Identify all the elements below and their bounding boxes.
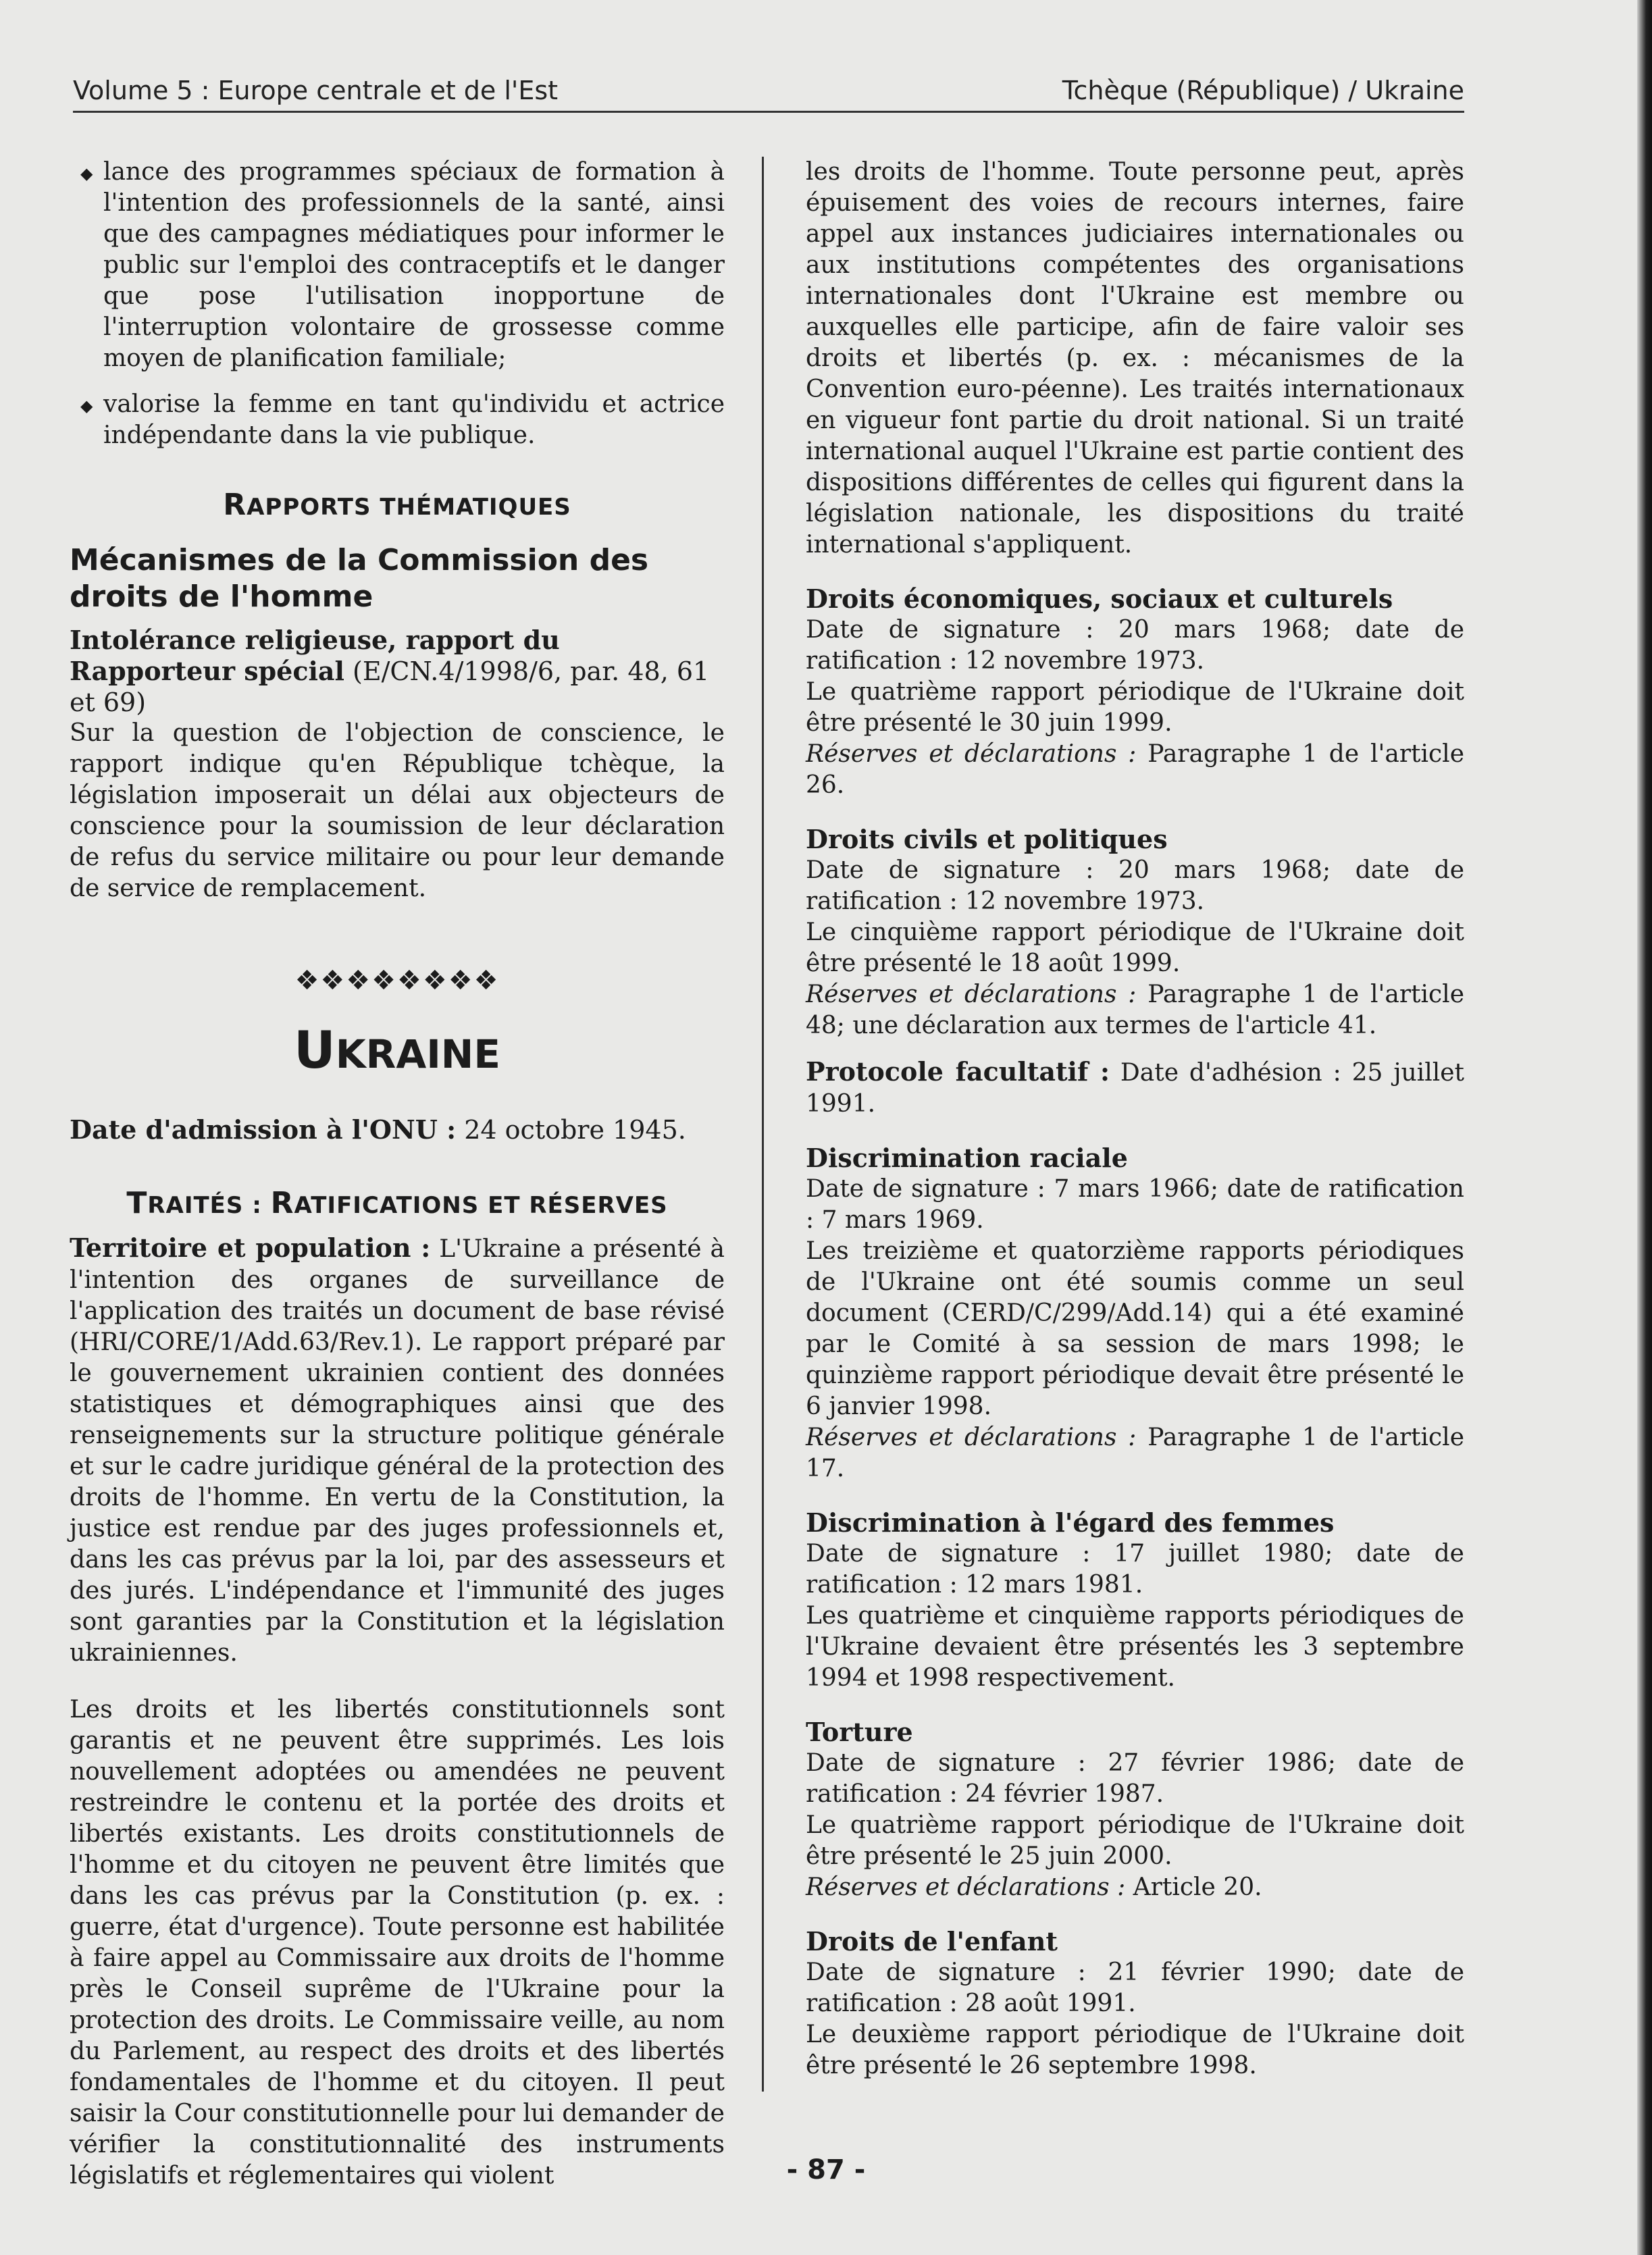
reserves-label: Réserves et déclarations :: [806, 1873, 1126, 1901]
header-country: Tchèque (République) / Ukraine: [1062, 76, 1464, 105]
list-item: [70, 389, 725, 451]
treaty-title-cedaw: Discrimination à l'égard des femmes: [806, 1507, 1335, 1538]
treaty-title-ccpr: Droits civils et politiques: [806, 824, 1168, 854]
treaty-title-crc: Droits de l'enfant: [806, 1926, 1058, 1956]
treaty-reserves: [806, 739, 1464, 801]
territory-label: Territoire et population :: [70, 1233, 431, 1263]
subheading-commission: Mécanismes de la Commission des droits de l'homme: [70, 543, 649, 614]
territory-text: L'Ukraine a présenté à l'intention des organes de surveillance de l'application des traités un document de base révisé (HRI/CORE/1/Add.63/Rev.1). Le rapport préparé par le gouvernement ukrainien contient des données statistiques et démographiques ainsi que des renseignements sur la structure politique générale et sur le cadre juridique général de la protection des droits de l'homme. En vertu de la Constitution, la justice est rendue par des juges professionnels et, dans les cas prévus par la loi, par des assesseurs et des jurés. L'indépendance et l'immunité des juges sont garanties par la Constitution et la législation ukrainiennes.: [70, 1235, 725, 1667]
left-column: [70, 157, 725, 2192]
page-number: - 87 -: [786, 2154, 866, 2185]
treaty-report: Le cinquième rapport périodique de l'Ukraine doit être présenté le 18 août 1999.: [806, 918, 1464, 977]
heading-rest: RAITÉS :: [147, 1192, 271, 1219]
territory-paragraph: [70, 1233, 725, 1669]
protocol-line: [806, 1056, 1464, 1120]
rights-paragraph: Les droits et les libertés constitutionnels sont garantis et ne peuvent être supprimés. Les lois nouvellement adoptées ou amendées ne peuvent restreindre le contenu et la portée des droits et libertés existants. Les droits constitutionnels de l'homme et du citoyen ne peuvent être limités que dans les cas prévus par la Constitution (p. ex. : guerre, état d'urgence). Toute personne est habilitée à faire appel au Commissaire aux droits de l'homme près le Conseil suprême de l'Ukraine pour la protection des droits. Le Commissaire veille, au nom du Parlement, au respect des droits et des libertés fondamentales de l'homme et du citoyen. Il peut saisir la Cour constitutionnelle pour lui demander de vérifier la constitutionnalité des instruments législatifs et réglementaires qui violent: [70, 1696, 725, 2189]
heading-rest: ATIFICATIONS ET RÉSERVES: [294, 1192, 668, 1219]
bullet-text: lance des programmes spéciaux de formation à l'intention des professionnels de la santé, ainsi que des campagnes médiatiques pour informer le public sur l'emploi des contraceptifs et le danger que pose l'utilisation inopportune de l'interruption volontaire de grossesse comme moyen de planification familiale;: [103, 158, 725, 372]
treaty-dates: Date de signature : 7 mars 1966; date de ratification : 7 mars 1969.: [806, 1175, 1464, 1234]
admission-value: 24 octobre 1945.: [456, 1115, 686, 1145]
continued-paragraph: les droits de l'homme. Toute personne peut, après épuisement des voies de recours internes, faire appel aux instances judiciaires internationales ou aux institutions compétentes des organisations internationales dont l'Ukraine est membre ou auxquelles elle participe, afin de faire valoir ses droits et libertés (p. ex. : mécanismes de la Convention euro-péenne). Les traités internationaux en vigueur font partie du droit national. Si un traité international auquel l'Ukraine est partie contient des dispositions différentes de celles qui figurent dans la législation nationale, les dispositions du traité international s'appliquent.: [806, 158, 1464, 559]
column-divider: [762, 157, 764, 2092]
treaty-title-cat: Torture: [806, 1717, 913, 1747]
protocol-label: Protocole facultatif :: [806, 1056, 1110, 1087]
treaty-dates: Date de signature : 20 mars 1968; date de ratification : 12 novembre 1973.: [806, 856, 1464, 915]
treaty-reserves: [806, 1872, 1464, 1903]
report-reference: (E/CN.4/1998/6, par. 48, 61 et 69): [70, 656, 710, 717]
reserves-text: Paragraphe 1 de l'article 17.: [806, 1424, 1464, 1482]
bullet-text: valorise la femme en tant qu'individu et actrice indépendante dans la vie publique.: [103, 390, 725, 449]
reserves-text: Paragraphe 1 de l'article 26.: [806, 740, 1464, 799]
running-header: [73, 76, 1464, 113]
list-item: [70, 157, 725, 374]
treaty-dates: Date de signature : 27 février 1986; date de ratification : 24 février 1987.: [806, 1749, 1464, 1808]
treaty-report: Les treizième et quatorzième rapports périodiques de l'Ukraine ont été soumis comme un seul document (CERD/C/299/Add.14) qui a été examiné par le Comité à sa session de mars 1998; le quinzième rapport périodique devait être présenté le 6 janvier 1998.: [806, 1237, 1464, 1420]
heading-cap: R: [223, 488, 247, 522]
treaty-report: Les quatrième et cinquième rapports périodiques de l'Ukraine devaient être présentés les 3 septembre 1994 et 1998 respectivement.: [806, 1602, 1464, 1692]
right-column: [806, 157, 1464, 2081]
heading-cap: R: [270, 1186, 294, 1220]
reserves-label: Réserves et déclarations :: [806, 981, 1137, 1008]
bullet-icon: ◆: [80, 164, 93, 183]
treaty-title-cerd: Discrimination raciale: [806, 1143, 1128, 1173]
protocol-text: Date d'adhésion : 25 juillet 1991.: [806, 1059, 1464, 1118]
section-heading-treaties: [70, 1186, 725, 1223]
treaty-report: Le quatrième rapport périodique de l'Ukraine doit être présenté le 25 juin 2000.: [806, 1811, 1464, 1870]
treaty-title-escr: Droits économiques, sociaux et culturels: [806, 584, 1393, 614]
report-title-bold: Intolérance religieuse, rapport du Rapporteur spécial: [70, 625, 560, 686]
bullet-icon: ◆: [80, 396, 93, 415]
treaty-reserves: [806, 1422, 1464, 1484]
treaty-dates: Date de signature : 17 juillet 1980; date de ratification : 12 mars 1981.: [806, 1540, 1464, 1599]
reserves-label: Réserves et déclarations :: [806, 740, 1137, 768]
admission-label: Date d'admission à l'ONU :: [70, 1114, 457, 1145]
country-title: [70, 1020, 725, 1087]
page-edge: [1637, 0, 1652, 2255]
country-cap: U: [294, 1020, 336, 1080]
ornament-divider: ❖❖❖❖❖❖❖❖: [294, 965, 500, 996]
heading-cap: T: [126, 1186, 148, 1220]
reserves-text: Article 20.: [1125, 1873, 1262, 1901]
treaty-reserves: [806, 979, 1464, 1041]
admission-line: [70, 1114, 725, 1145]
treaty-report: Le deuxième rapport périodique de l'Ukraine doit être présenté le 26 septembre 1998.: [806, 2021, 1464, 2079]
country-rest: KRAINE: [335, 1031, 500, 1077]
header-volume: Volume 5 : Europe centrale et de l'Est: [73, 76, 559, 105]
section-heading-thematic: [70, 488, 725, 525]
treaty-dates: Date de signature : 20 mars 1968; date de ratification : 12 novembre 1973.: [806, 616, 1464, 675]
bullet-list: [70, 157, 725, 451]
reserves-text: Paragraphe 1 de l'article 48; une déclaration aux termes de l'article 41.: [806, 981, 1464, 1039]
treaty-dates: Date de signature : 21 février 1990; date de ratification : 28 août 1991.: [806, 1959, 1464, 2017]
report-title: [70, 625, 725, 718]
report-paragraph: Sur la question de l'objection de conscience, le rapport indique qu'en République tchèque, la législation imposerait un délai aux objecteurs de conscience pour la soumission de leur déclaration de refus du service militaire ou pour leur demande de service de remplacement.: [70, 719, 725, 902]
reserves-label: Réserves et déclarations :: [806, 1424, 1137, 1451]
heading-rest: APPORTS THÉMATIQUES: [247, 494, 571, 521]
treaty-report: Le quatrième rapport périodique de l'Ukraine doit être présenté le 30 juin 1999.: [806, 678, 1464, 737]
